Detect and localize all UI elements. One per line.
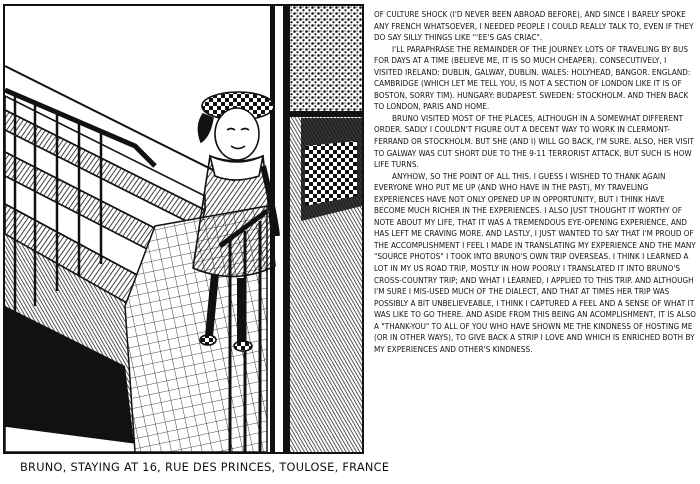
paragraph-4: ANYHOW, SO THE POINT OF ALL THIS. I GUESS I WISHED TO THANK AGAIN EVERYONE WHO PUT ME UP (AND WHO HAVE IN THE PAST), MY TRAVELING EXPERIENCES HAVE NOT ONLY OPENED UP IN OPPORTUNITY, BUT I THINK HAVE BECOME MUCH RICHER IN THE EXPERIENCES. I ALSO JUST THOUGHT IT WORTHY OF NOTE ABOUT MY LIFE, THAT IT WAS A TREMENDOUS EYE-OPENING EXPERIENCE, AND HAS LEFT ME CRAVING MORE. AND LASTLY, I JUST WANTED TO SAY THAT I'M PROUD OF THE ACCOMPLISHMENT I FEEL I MADE IN TRANSLATING MY EXPERIENCE AND THE MANY "SOURCE PHOTOS" I TOOK INTO BRUNO'S OWN TRIP OVERSEAS. I THINK I LEARNED A LOT IN MY US ROAD TRIP, MOSTLY IN HOW POORLY I TRANSLATED IT INTO BRUNO'S CROSS-COUNTRY TRIP; AND WHAT I LEARNED, I APPLIED TO THIS TRIP. AND ALTHOUGH I'M SURE I MIS-USED MUCH OF THE DIALECT, AND THAT AT TIMES HER TRIP WAS POSSIBLY A BIT UNBELIEVEABLE, I THINK I CAPTURED A FEEL AND A SENSE OF WHAT IT WAS LIKE TO GO THERE. AND ASIDE FROM THIS BEING AN ACOMPLISHMENT, IT IS ALSO A "THANK-YOU" TO ALL OF YOU WHO HAVE SHOWN ME THE KINDNESS OF HOSTING ME (OR IN OTHER WAYS), TO GIVE BACK A STRIP I LOVE AND WHICH IS ENRICHED BOTH BY MY EXPERIENCES AND OTHER'S KINDNESS. <box>374 171 696 354</box>
panel-caption: BRUNO, STAYING AT 16, RUE DES PRINCES, TOULOSE, FRANCE <box>20 461 390 474</box>
essay-text <box>374 9 696 479</box>
paragraph-2: I'LL PARAPHRASE THE REMAINDER OF THE JOURNEY. LOTS OF TRAVELING BY BUS FOR DAYS AT A TIME (BELIEVE ME, IT IS SO MUCH CHEAPER). CONSECUTIVELY, I VISITED IRELAND: DUBLIN, GALWAY, DUBLIN. WALES: HOLYHEAD, BANGOR. ENGLAND: CAMBRIDGE (WHICH LET ME TELL YOU, IS NOT A SECTION OF LONDON LIKE IT IS OF BOSTON, SORRY TIM). HUNGARY: BUDAPEST. SWEDEN: STOCKHOLM. AND THEN BACK TO LONDON, PARIS AND HOME. <box>374 44 691 112</box>
staircase-illustration <box>5 6 362 452</box>
paragraph-3: BRUNO VISITED MOST OF THE PLACES, ALTHOUGH IN A SOMEWHAT DIFFERENT ORDER. SADLY I COULDN'T FIGURE OUT A DECENT WAY TO WORK IN CLERMONT-FERRAND OR STOCKHOLM. BUT SHE (AND I) WILL GO BACK, I'M SURE. ALSO, HER VISIT TO GALWAY WAS CUT SHORT DUE TO THE 9-11 TERRORIST ATTACK, BUT SUCH IS HOW LIFE TURNS. <box>374 113 694 170</box>
paragraph-1: OF CULTURE SHOCK (I'D NEVER BEEN ABROAD BEFORE), AND SINCE I BARELY SPOKE ANY FRENCH WHATSOEVER, I NEEDED PEOPLE I COULD REALLY TALK TO, EVEN IF THEY DO SAY SILLY THINGS LIKE "'EE'S GAS CRIAC". <box>374 10 694 43</box>
comic-panel <box>3 4 364 454</box>
